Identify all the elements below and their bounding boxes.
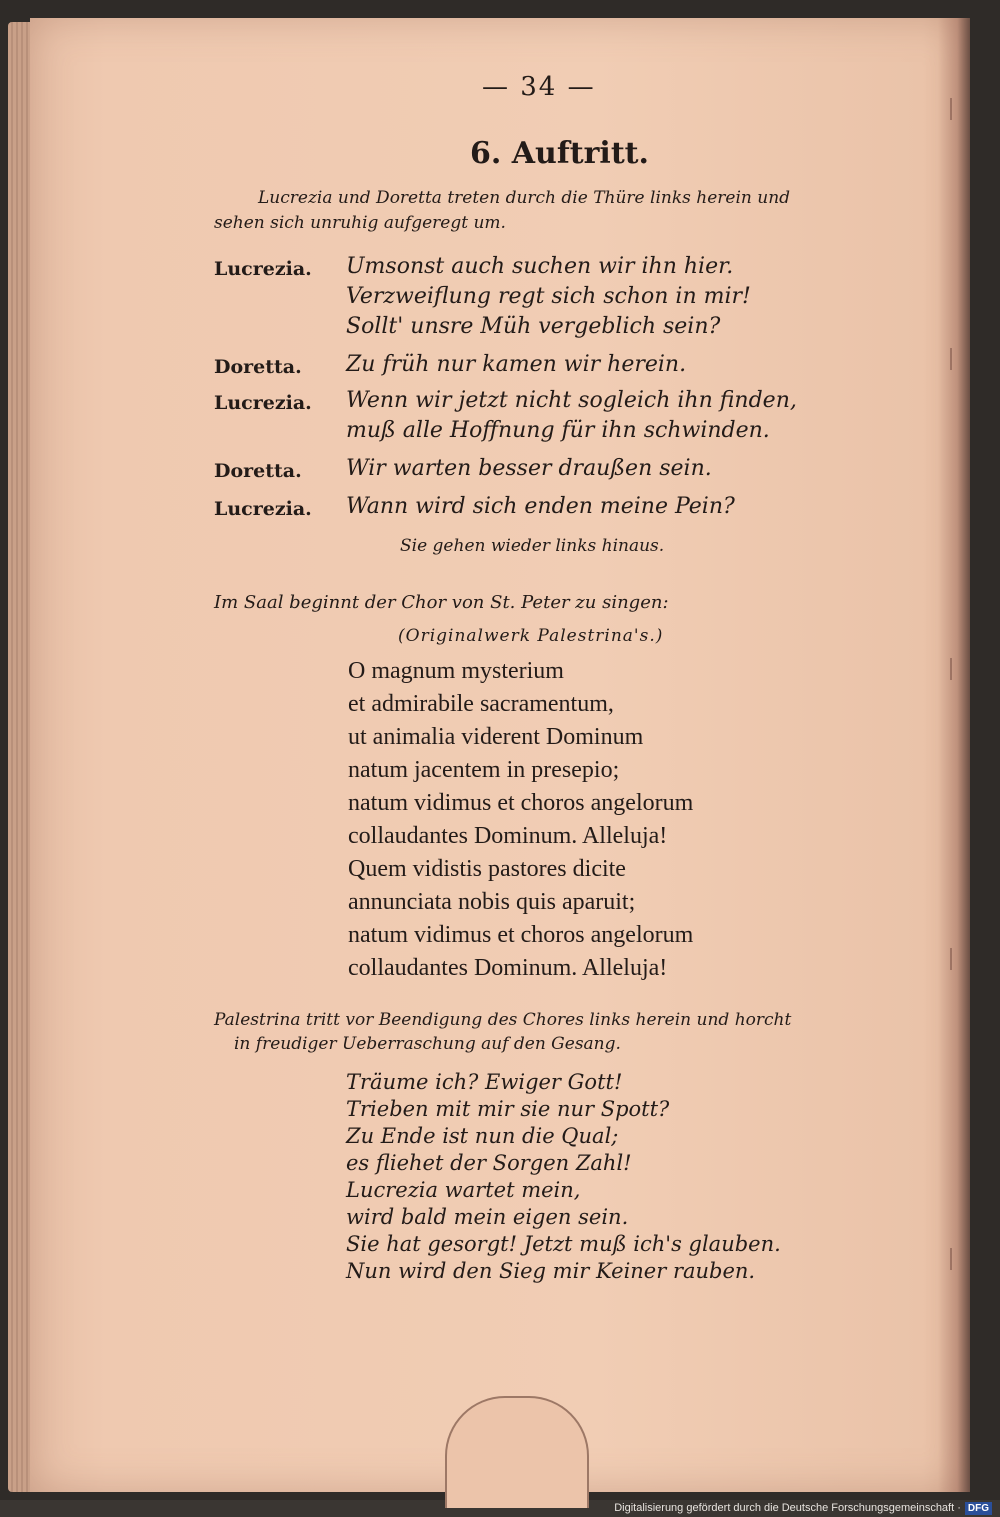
latin-line: natum jacentem in presepio; bbox=[348, 757, 620, 783]
verse-line: muß alle Hoffnung für ihn schwinden. bbox=[346, 418, 770, 443]
verse-line: Wenn wir jetzt nicht sogleich ihn finden, bbox=[346, 388, 797, 413]
stage-direction-line: Palestrina tritt vor Beendigung des Chores links herein und horcht bbox=[214, 1010, 792, 1030]
stitch-mark bbox=[950, 948, 960, 970]
latin-line: O magnum mysterium bbox=[348, 658, 564, 684]
stitch-mark bbox=[950, 1248, 960, 1270]
credit-text: Digitalisierung gefördert durch die Deutsche Forschungsgemeinschaft · bbox=[614, 1502, 961, 1514]
latin-line: natum vidimus et choros angelorum bbox=[348, 922, 694, 948]
original-note: (Originalwerk Palestrina's.) bbox=[398, 626, 664, 646]
page-tab-cutout bbox=[445, 1396, 589, 1508]
verse-line: Verzweiflung regt sich schon in mir! bbox=[346, 284, 751, 309]
speaker-name: Doretta. bbox=[214, 460, 302, 482]
verse-line: Träume ich? Ewiger Gott! bbox=[346, 1070, 623, 1094]
verse-line: es fliehet der Sorgen Zahl! bbox=[346, 1151, 632, 1175]
stitch-mark bbox=[950, 98, 960, 120]
speaker-name: Doretta. bbox=[214, 356, 302, 378]
stage-direction-line: in freudiger Ueberraschung auf den Gesang. bbox=[234, 1034, 621, 1054]
verse-line: Wir warten besser draußen sein. bbox=[346, 456, 712, 481]
verse-line: Zu früh nur kamen wir herein. bbox=[346, 352, 687, 377]
stitch-mark bbox=[950, 658, 960, 680]
dfg-logo: DFG bbox=[965, 1502, 992, 1515]
stitch-mark bbox=[950, 348, 960, 370]
latin-line: annunciata nobis quis aparuit; bbox=[348, 889, 636, 915]
stage-direction-line: Lucrezia und Doretta treten durch die Thüre links herein und bbox=[258, 188, 791, 208]
latin-line: natum vidimus et choros angelorum bbox=[348, 790, 694, 816]
speaker-name: Lucrezia. bbox=[214, 258, 312, 280]
latin-line: collaudantes Dominum. Alleluja! bbox=[348, 823, 668, 849]
verse-line: Wann wird sich enden meine Pein? bbox=[346, 494, 735, 519]
binding-gutter bbox=[938, 18, 970, 1492]
stage-direction-line: sehen sich unruhig aufgeregt um. bbox=[214, 213, 506, 233]
verse-line: Zu Ende ist nun die Qual; bbox=[346, 1124, 619, 1148]
stage-direction: Im Saal beginnt der Chor von St. Peter zu singen: bbox=[214, 592, 669, 613]
scene-heading: 6. Auftritt. bbox=[470, 136, 649, 171]
verse-line: Sollt' unsre Müh vergeblich sein? bbox=[346, 314, 721, 339]
digitization-credit bbox=[614, 1500, 992, 1517]
verse-line: Nun wird den Sieg mir Keiner rauben. bbox=[346, 1259, 756, 1283]
speaker-name: Lucrezia. bbox=[214, 392, 312, 414]
verse-line: Lucrezia wartet mein, bbox=[346, 1178, 581, 1202]
latin-line: collaudantes Dominum. Alleluja! bbox=[348, 955, 668, 981]
latin-line: Quem vidistis pastores dicite bbox=[348, 856, 626, 882]
stage-direction: Sie gehen wieder links hinaus. bbox=[400, 536, 665, 556]
verse-line: Sie hat gesorgt! Jetzt muß ich's glauben. bbox=[346, 1232, 781, 1256]
book-page bbox=[30, 18, 970, 1492]
verse-line: Trieben mit mir sie nur Spott? bbox=[346, 1097, 670, 1121]
verse-line: Umsonst auch suchen wir ihn hier. bbox=[346, 254, 734, 279]
page-number: — 34 — bbox=[482, 72, 596, 102]
speaker-name: Lucrezia. bbox=[214, 498, 312, 520]
latin-line: et admirabile sacramentum, bbox=[348, 691, 614, 717]
latin-line: ut animalia viderent Dominum bbox=[348, 724, 644, 750]
verse-line: wird bald mein eigen sein. bbox=[346, 1205, 629, 1229]
